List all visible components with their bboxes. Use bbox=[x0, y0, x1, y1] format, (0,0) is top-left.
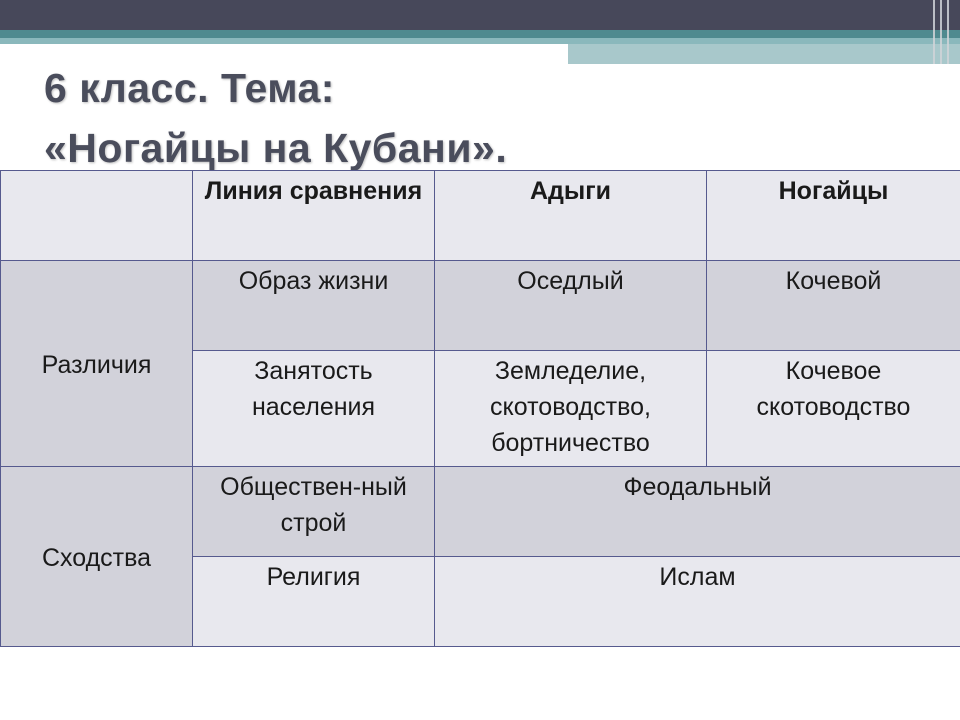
slide-title bbox=[44, 58, 507, 178]
header-cell-nogaitsy: Ногайцы bbox=[707, 171, 960, 261]
header-cell-empty bbox=[1, 171, 193, 261]
common-value-cell: Феодальный bbox=[435, 467, 960, 557]
header-cell-criterion: Линия сравнения bbox=[193, 171, 435, 261]
nogaitsy-cell: Кочевой bbox=[707, 261, 960, 351]
accent-bar-right bbox=[568, 44, 960, 64]
table-row bbox=[1, 467, 960, 557]
common-value-cell: Ислам bbox=[435, 557, 960, 647]
table-header-row bbox=[1, 171, 960, 261]
header-band bbox=[0, 0, 960, 30]
nogaitsy-cell: Кочевое скотоводство bbox=[707, 351, 960, 467]
criterion-cell: Образ жизни bbox=[193, 261, 435, 351]
header-cell-adygi: Адыги bbox=[435, 171, 707, 261]
decor-line bbox=[940, 0, 942, 64]
criterion-cell: Занятость населения bbox=[193, 351, 435, 467]
criterion-cell: Обществен-ный строй bbox=[193, 467, 435, 557]
slide-title-line-1: 6 класс. Тема: bbox=[44, 65, 335, 111]
accent-stripe-dark bbox=[0, 30, 960, 38]
table-row bbox=[1, 261, 960, 351]
criterion-cell: Религия bbox=[193, 557, 435, 647]
group-label-differences: Различия bbox=[1, 261, 193, 467]
decor-line bbox=[933, 0, 935, 64]
group-label-similarities: Сходства bbox=[1, 467, 193, 647]
slide-title-line-2: «Ногайцы на Кубани». bbox=[44, 125, 508, 171]
adygi-cell: Оседлый bbox=[435, 261, 707, 351]
comparison-table bbox=[0, 170, 960, 647]
adygi-cell: Земледелие, скотоводство, бортничество bbox=[435, 351, 707, 467]
decor-line bbox=[947, 0, 949, 64]
